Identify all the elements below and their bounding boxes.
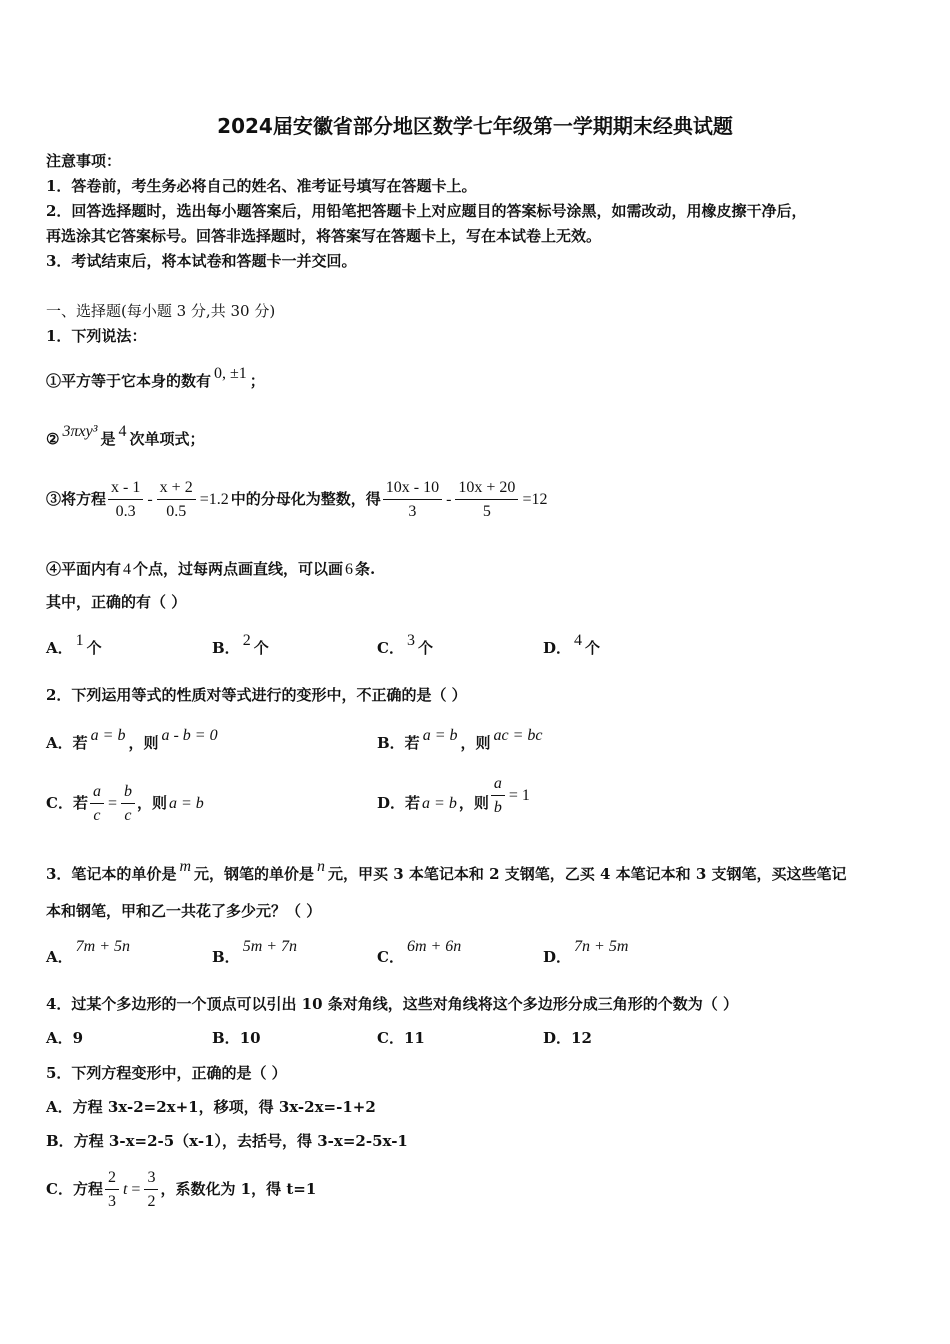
q1-option-c[interactable]: C． 3 个 xyxy=(377,632,433,657)
notice-item-1: 1．答卷前，考生务必将自己的姓名、准考证号填写在答题卡上。 xyxy=(46,177,477,195)
question-5-stem: 5．下列方程变形中，正确的是（ ） xyxy=(46,1064,287,1082)
notice-item-2-cont: 再选涂其它答案标号。回答非选择题时，将答案写在答题卡上，写在本试卷上无效。 xyxy=(46,227,602,245)
q3-option-c[interactable]: C．6m + 6n xyxy=(377,938,462,966)
question-4-stem: 4．过某个多边形的一个顶点可以引出 10 条对角线，这些对角线将这个多边形分成三角形的个数为（ ） xyxy=(46,995,738,1013)
q5-option-a[interactable]: A．方程 3x-2=2x+1，移项，得 3x-2x=-1+2 xyxy=(46,1098,376,1116)
page-title: 2024届安徽省部分地区数学七年级第一学期期末经典试题 xyxy=(217,114,733,138)
q2-option-b[interactable]: B．若 a = b ，则 ac = bc xyxy=(377,727,543,752)
q1-ask: 其中，正确的有（ ） xyxy=(46,593,187,611)
section-heading: 一、选择题(每小题 3 分,共 30 分) xyxy=(46,302,276,320)
question-3-line-2: 本和钢笔，甲和乙一共花了多少元？（ ） xyxy=(46,902,322,920)
q1-statement-1: ①平方等于它本身的数有 0, ±1 ； xyxy=(46,365,265,390)
q1-statement-3: ③将方程 $\frac{x - 1}{0.3}$ - $\frac{x + 2}{0.5}$ =1.2 中的分母化为整数，得 $\frac{10x - 10}{3}$ - $\frac{10x + 20}{5}$ =12 xyxy=(46,479,548,520)
q4-option-b[interactable]: B．10 xyxy=(212,1029,261,1047)
notice-item-2: 2．回答选择题时，选出每小题答案后，用铅笔把答题卡上对应题目的答案标号涂黑，如需改动，用橡皮擦干净后， xyxy=(46,202,807,220)
q2-option-c[interactable]: C．若 $\frac{a}{c}$ = $\frac{b}{c}$ ，则 a = b xyxy=(46,783,204,824)
q3-option-a[interactable]: A．7m + 5n xyxy=(46,938,130,966)
q4-option-d[interactable]: D．12 xyxy=(543,1029,592,1047)
fraction-x-minus-1: $\frac{x - 1}{0.3}$ xyxy=(108,478,143,522)
q3-option-b[interactable]: B．5m + 7n xyxy=(212,938,298,966)
question-3-line-1: 3．笔记本的单价是 m 元，钢笔的单价是 n 元，甲买 3 本笔记本和 2 支钢笔，乙买 4 本笔记本和 3 支钢笔，买这些笔记 xyxy=(46,858,847,883)
q1-option-a[interactable]: A． 1 个 xyxy=(46,632,102,657)
q4-option-c[interactable]: C．11 xyxy=(377,1029,425,1047)
q5-option-b[interactable]: B．方程 3-x=2-5（x-1），去括号，得 3-x=2-5x-1 xyxy=(46,1132,408,1150)
q4-option-a[interactable]: A．9 xyxy=(46,1029,84,1047)
q3-option-d[interactable]: D．7n + 5m xyxy=(543,938,629,966)
q1-option-b[interactable]: B． 2 个 xyxy=(212,632,269,657)
fraction-x-plus-2: $\frac{x + 2}{0.5}$ xyxy=(157,478,196,522)
notice-heading: 注意事项： xyxy=(46,152,122,170)
q1-statement-2: ② 3πxy³ 是 4 次单项式； xyxy=(46,423,205,448)
question-1-stem: 1．下列说法： xyxy=(46,327,147,345)
notice-item-3: 3．考试结束后，将本试卷和答题卡一并交回。 xyxy=(46,252,357,270)
fraction-10x-minus-10: $\frac{10x - 10}{3}$ xyxy=(383,478,442,522)
q1-option-d[interactable]: D． 4 个 xyxy=(543,632,601,657)
fraction-10x-plus-20: $\frac{10x + 20}{5}$ xyxy=(455,478,518,522)
q5-option-c[interactable]: C．方程 $\frac{2}{3}$ t = $\frac{3}{2}$ ，系数化为 1，得 t=1 xyxy=(46,1169,317,1210)
question-2-stem: 2．下列运用等式的性质对等式进行的变形中，不正确的是（ ） xyxy=(46,686,467,704)
q2-option-d[interactable]: D．若 a = b ，则 $\frac{a}{b}$ = 1 xyxy=(377,775,530,816)
q2-option-a[interactable]: A．若 a = b ，则 a - b = 0 xyxy=(46,727,218,752)
q1-statement-4: ④平面内有 4 个点，过每两点画直线，可以画 6 条. xyxy=(46,560,376,578)
